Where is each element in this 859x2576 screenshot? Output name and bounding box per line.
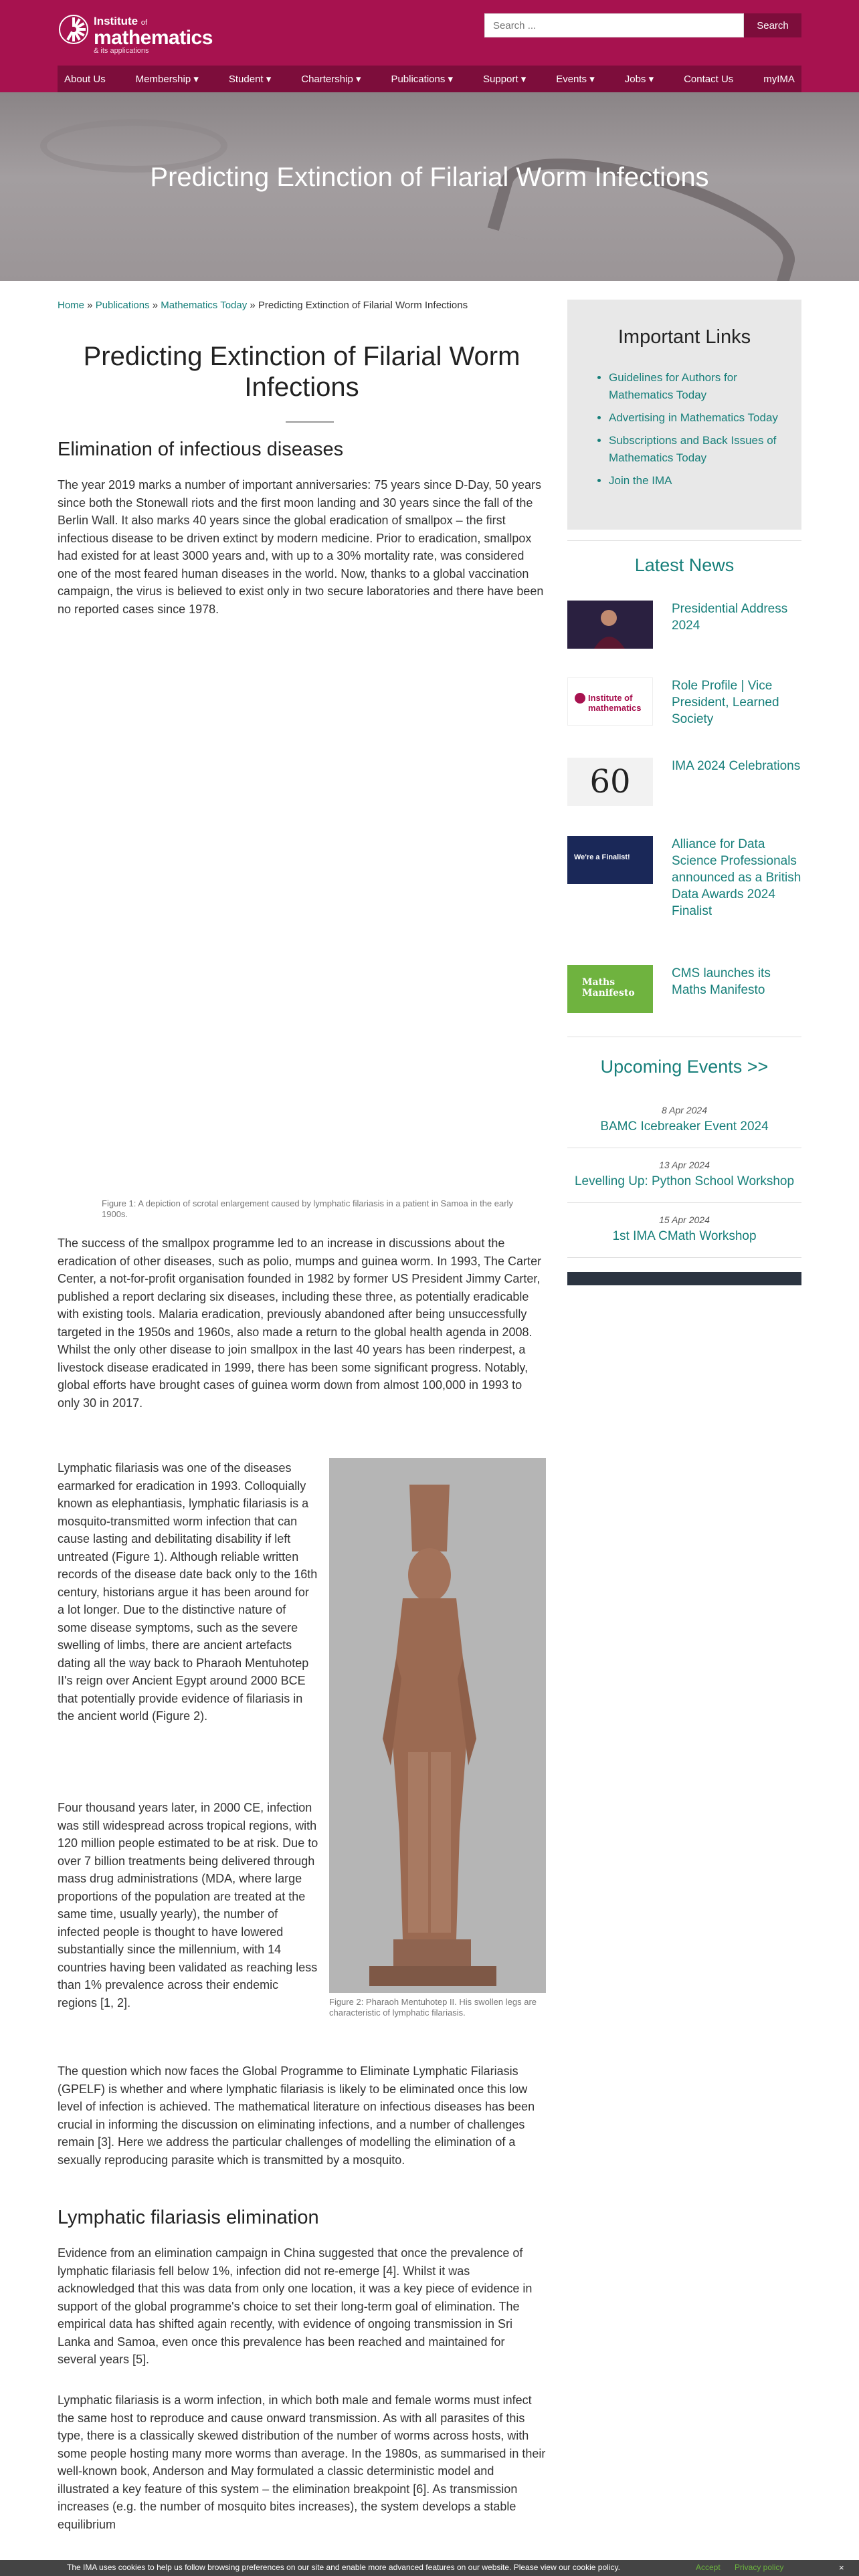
news-thumbnail[interactable] (567, 836, 653, 884)
news-thumbnail[interactable] (567, 965, 653, 1013)
figure-1-caption: Figure 1: A depiction of scrotal enlargement caused by lymphatic filariasis in a patient in Samoa in the early 1900s. (102, 1198, 513, 1219)
nav-jobs[interactable]: Jobs ▾ (624, 74, 654, 85)
nav-publications[interactable]: Publications ▾ (391, 74, 454, 85)
nav-chartership[interactable]: Chartership ▾ (301, 74, 361, 85)
important-link-join[interactable] (609, 472, 803, 490)
nav-membership[interactable]: Membership ▾ (135, 74, 199, 85)
breadcrumb (58, 300, 546, 311)
upcoming-events-title[interactable]: Upcoming Events >> (600, 1057, 769, 1077)
title-divider (286, 421, 334, 423)
cookie-banner (0, 2560, 859, 2576)
sidebar-divider (567, 540, 801, 541)
thumbnail-text: Maths Manifesto (582, 977, 635, 998)
close-icon[interactable]: × (839, 2563, 844, 2573)
important-links-title: Important Links (617, 326, 751, 348)
site-logo[interactable] (58, 13, 213, 55)
important-link-advertising[interactable] (609, 409, 803, 427)
ima-logo-icon (575, 693, 585, 704)
nav-about-us[interactable]: About Us (64, 73, 106, 85)
figure-2-caption: Figure 2: Pharaoh Mentuhotep II. His swollen legs are characteristic of lymphatic filariasis. (329, 1997, 537, 2018)
article-paragraph: Evidence from an elimination campaign in China suggested that once the prevalence of lymphatic filariasis fell below 1%, infection did not re-emerge [4]. Whilst it was acknowledged that this was data from only one location, it was a key piece of evidence in support of the global programme's choice to set their long-term goal of elimination. The empirical data has shifted again recently, with evidence of ongoing transmission in Sri Lanka and Samoa, even once this prevalence has been reached and maintained for several years [5]. (58, 2246, 533, 2366)
article-paragraph: The year 2019 marks a number of important anniversaries: 75 years since D-Day, 50 years since both the Stonewall riots and the first moon landing and 30 years since the fall of the Berlin Wall. It also marks 40 years since the global eradication of smallpox – the first infectious disease to be driven extinct by modern medicine. Prior to eradication, smallpox had existed for at least 3000 years and, with up to a 30% mortality rate, was considered one of the most feared human diseases in the world. Now, thanks to a global vaccination campaign, the virus is believed to exist only in two secure laboratories and there have been no reported cases since 1978. (58, 478, 544, 616)
article-paragraph: The success of the smallpox programme led to an increase in discussions about the eradication of other diseases, such as polio, mumps and guinea worm. In 1993, The Carter Center, a not-for-profit organisation founded in 1982 by former US President Jimmy Carter, published a report declaring six diseases, including these three, as potentially eradicable with existing tools. Malaria eradication, previously abandoned after being unsuccessfully targeted in the 1950s and 1960s, also made a return to the global health agenda in 2008. Whilst the only other disease to join smallpox in the last 40 years has been rinderpest, a livestock disease eradicated in 1999, there has been some significant progress. Notably, global efforts have brought cases of guinea worm down from almost 100,000 in 1993 to only 30 in 2017. (58, 1237, 542, 1410)
latest-news-title: Latest News (634, 555, 735, 575)
article-paragraph: Four thousand years later, in 2000 CE, infection was still widespread across tropical regions, with 120 million people estimated to be at risk. Due to over 7 billion treatments being delivered through mass drug administrations (MDA, where large proportions of the population are treated at the same time, usually yearly), the number of infected people is thought to have lowered substantially since the millennium, with 14 countries having been validated as reaching less than 1% prevalence across their endemic regions [1, 2]. (58, 1801, 318, 2010)
event-date: 13 Apr 2024 (659, 1160, 710, 1170)
breadcrumb-separator: » (84, 300, 96, 311)
site-header (0, 0, 859, 66)
logo-line-1: Institute of (94, 15, 148, 27)
breadcrumb-separator: » (247, 300, 258, 311)
logo-line-3: & its applications (94, 47, 149, 55)
news-thumbnail[interactable] (567, 601, 653, 649)
important-link-subscriptions[interactable] (609, 432, 803, 467)
news-item-title[interactable]: IMA 2024 Celebrations (672, 759, 801, 773)
section-heading: Elimination of infectious diseases (58, 439, 344, 460)
hero-banner (0, 92, 859, 281)
event-date: 8 Apr 2024 (662, 1105, 707, 1115)
breadcrumb-home[interactable]: Home (58, 300, 85, 311)
cookie-accept-button[interactable]: Accept (696, 2563, 721, 2572)
figure-2-image (329, 1458, 546, 1993)
article-paragraph: Lymphatic filariasis was one of the diseases earmarked for eradication in 1993. Colloquially known as elephantiasis, lymphatic filariasis is a mosquito-transmitted worm infection that can cause lasting and debilitating disability if left untreated (Figure 1). Although reliable written records of the disease date back only to the 16th century, historians argue it has been around for a lot longer. Due to the distinctive nature of some disease symptoms, such as the severe swelling of limbs, there are ancient artefacts dating all the way back to Pharaoh Mentuhotep II's reign over Ancient Egypt around 2000 BCE that potentially provide evidence of filariasis in the ancient world (Figure 2). (58, 1461, 318, 1723)
pharaoh-statue-image (329, 1458, 546, 1993)
news-item-title[interactable]: CMS launches its Maths Manifesto (672, 966, 771, 997)
presenter-photo-icon (567, 601, 653, 649)
important-link-guidelines[interactable] (609, 369, 803, 404)
cookie-text: The IMA uses cookies to help us follow browsing preferences on our site and enable more advanced features on our website. Please view our cookie policy. (67, 2563, 620, 2572)
thumbnail-text: We're a Finalist! (574, 853, 630, 861)
nav-myima[interactable]: myIMA (763, 73, 795, 85)
nav-support[interactable]: Support ▾ (483, 74, 527, 85)
thumbnail-text: 60 (589, 763, 631, 800)
nav-contact-us[interactable]: Contact Us (684, 73, 734, 85)
main-navigation (58, 66, 801, 92)
link-text[interactable]: Guidelines for Authors for Mathematics Today (609, 371, 737, 401)
sidebar-divider (567, 1202, 801, 1203)
breadcrumb-current: Predicting Extinction of Filarial Worm Infections (258, 300, 468, 311)
thumbnail-text: Institute of mathematics (588, 693, 642, 713)
breadcrumb-mathematics-today[interactable]: Mathematics Today (161, 300, 248, 311)
logo-line-2: mathematics (94, 27, 213, 49)
news-item-title[interactable]: Role Profile | Vice President, Learned Society (672, 679, 779, 726)
event-name[interactable]: Levelling Up: Python School Workshop (574, 1174, 795, 1188)
important-links-list (594, 369, 803, 495)
page-title: Predicting Extinction of Filarial Worm Infections (83, 342, 520, 402)
section-heading: Lymphatic filariasis elimination (58, 2207, 319, 2228)
news-item-title[interactable]: Presidential Address 2024 (672, 602, 788, 633)
nav-events[interactable]: Events ▾ (556, 74, 595, 85)
event-name[interactable]: BAMC Icebreaker Event 2024 (600, 1119, 769, 1134)
hero-worm-shape (487, 132, 807, 281)
search-input[interactable] (484, 13, 744, 37)
privacy-policy-link[interactable]: Privacy policy (735, 2563, 784, 2572)
event-date: 15 Apr 2024 (659, 1214, 710, 1225)
search-button[interactable]: Search (744, 13, 801, 37)
news-thumbnail[interactable] (567, 758, 653, 806)
event-name[interactable]: 1st IMA CMath Workshop (612, 1229, 757, 1243)
hero-title: Predicting Extinction of Filarial Worm Infections (150, 163, 709, 192)
article-paragraph: The question which now faces the Global Programme to Eliminate Lymphatic Filariasis (GPELF) is whether and where lymphatic filariasis is likely to be eliminated once this low level of infection is achieved. The mathematical literature on infectious diseases has been crucial in informing the discussion on eliminating infections, and a number of challenges remain [3]. Here we address the particular challenges of modelling the elimination of a sexually reproducing parasite which is transmitted by a mosquito. (58, 2064, 535, 2167)
nav-student[interactable]: Student ▾ (228, 74, 272, 85)
news-thumbnail[interactable] (567, 677, 653, 726)
sidebar-footer-bar (567, 1272, 801, 1285)
breadcrumb-separator: » (149, 300, 161, 311)
important-links-box (567, 300, 801, 530)
link-text[interactable]: Subscriptions and Back Issues of Mathematics Today (609, 434, 777, 464)
breadcrumb-publications[interactable]: Publications (95, 300, 150, 311)
sidebar-divider (567, 1257, 801, 1258)
ima-logo-icon (58, 13, 90, 45)
article-paragraph: Lymphatic filariasis is a worm infection, in which both male and female worms must infect the same host to reproduce and cause onward transmission. As with all parasites of this type, there is a classically skewed distribution of the number of worms across hosts, with some people hosting many more worms than average. In the 1980s, as summarised in their well-known book, Anderson and May formulated a classic deterministic model and illustrated a key feature of this system – the elimination breakpoint [6]. As transmission increases (e.g. the number of mosquito bites increases), the system develops a stable equilibrium (58, 2393, 546, 2531)
link-text[interactable]: Join the IMA (609, 474, 672, 487)
link-text[interactable]: Advertising in Mathematics Today (609, 411, 778, 424)
news-item-title[interactable]: Alliance for Data Science Professionals announced as a British Data Awards 2024 Finalist (672, 837, 801, 918)
